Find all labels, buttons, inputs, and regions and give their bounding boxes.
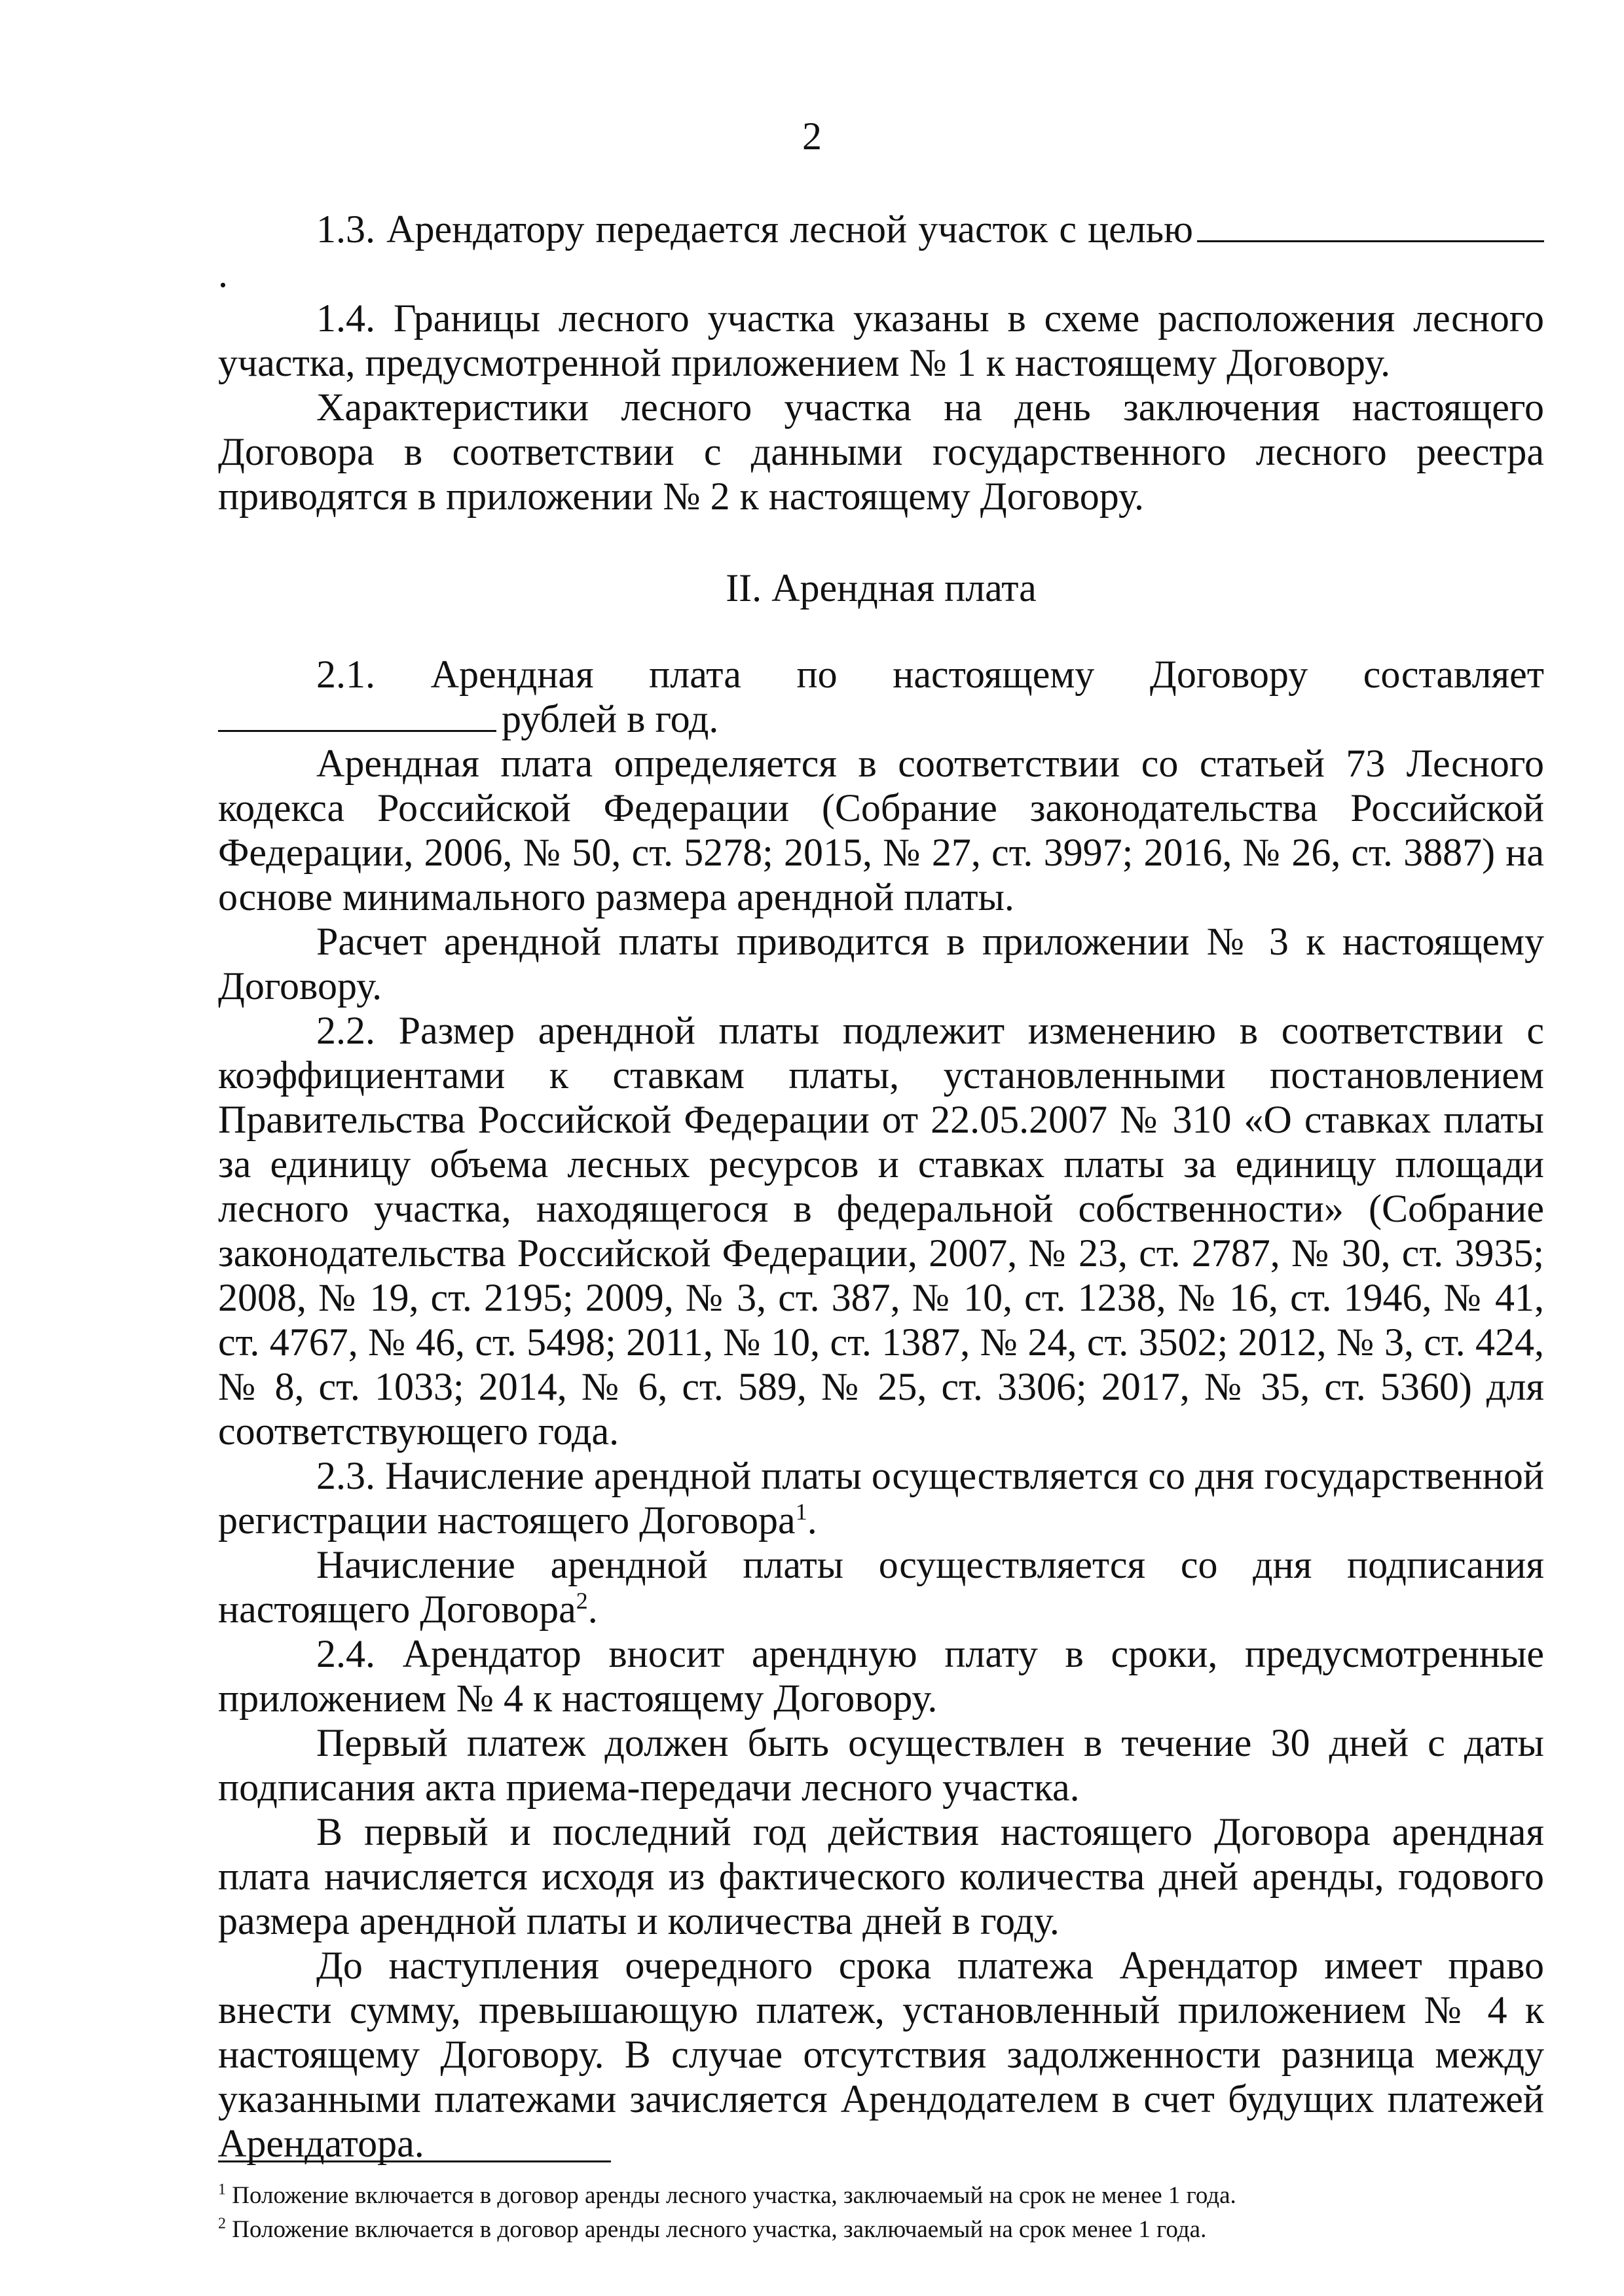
section-2-title: II. Арендная плата [726, 566, 1037, 610]
accrual-sign-paragraph [218, 1542, 1544, 1631]
footnote-ref-1: 1 [795, 1499, 807, 1525]
clause-2-4: 2.4. Арендатор вносит арендную плату в сроки, предусмотренные приложением № 4 к настоящему Договору. [218, 1632, 1544, 1720]
clause-2-1-line-1: 2.1. Арендная плата по настоящему Договору составляет [316, 653, 1544, 696]
clause-2-3 [218, 1453, 1544, 1542]
rent-calculation-paragraph: Расчет арендной платы приводится в приложении № 3 к настоящему Договору. [218, 920, 1544, 1008]
first-payment-paragraph: Первый платеж должен быть осуществлен в течение 30 дней с даты подписания акта приема-передачи лесного участка. [218, 1721, 1544, 1809]
characteristics-paragraph: Характеристики лесного участка на день заключения настоящего Договора в соответствии с данными государственного лесного реестра приводятся в приложении № 2 к настоящему Договору. [218, 386, 1544, 518]
footnote-1 [218, 2179, 1544, 2213]
clause-2-2: 2.2. Размер арендной платы подлежит изменению в соответствии с коэффициентами к ставкам платы, установленными постановлением Правительства Российской Федерации от 22.05.2007 № 310 «О ставках платы за единицу объема лесных ресурсов и ставках платы за единицу площади лесного участка, находящегося в федеральной собственности» (Собрание законодательства Российской Федерации, 2007, № 23, ст. 2787, № 30, ст. 3935; 2008, № 19, ст. 2195; 2009, № 3, ст. 387, № 10, ст. 1238, № 16, ст. 1946, № 41, ст. 4767, № 46, ст. 5498; 2011, № 10, ст. 1387, № 24, ст. 3502; 2012, № 3, ст. 424, № 8, ст. 1033; 2014, № 6, ст. 589, № 25, ст. 3306; 2017, № 35, ст. 5360) для соответствующего года. [218, 1009, 1544, 1453]
document-body [218, 207, 1544, 2166]
clause-2-3-end: . [807, 1499, 817, 1542]
footnote-ref-2: 2 [576, 1588, 588, 1614]
clause-2-1-line-2-text: рублей в год. [502, 697, 719, 740]
clause-2-1-line-2 [218, 697, 1544, 741]
rent-defined-paragraph: Арендная плата определяется в соответствии со статьей 73 Лесного кодекса Российской Федерации (Собрание законодательства Российской Федерации, 2006, № 50, ст. 5278; 2015, № 27, ст. 3997; 2016, № 26, ст. 3887) на основе минимального размера арендной платы. [218, 742, 1544, 919]
clause-1-3 [218, 207, 1544, 296]
first-last-year-paragraph: В первый и последний год действия настоящего Договора арендная плата начисляется исходя из фактического количества дней аренды, годового размера арендной платы и количества дней в году. [218, 1810, 1544, 1942]
footnote-separator [218, 2160, 611, 2162]
footnote-2-mark: 2 [218, 2215, 226, 2232]
rent-amount-blank-field [218, 729, 496, 732]
clause-1-4: 1.4. Границы лесного участка указаны в схеме расположения лесного участка, предусмотренной приложением № 1 к настоящему Договору. [218, 297, 1544, 384]
page-number: 2 [802, 115, 822, 158]
footnote-1-text: Положение включается в договор аренды лесного участка, заключаемый на срок не менее 1 года. [232, 2182, 1236, 2209]
accrual-sign-text: Начисление арендной платы осуществляется со дня подписания настоящего Договора [218, 1543, 1544, 1631]
clause-1-3-text: 1.3. Арендатору передается лесной участок с целью [316, 208, 1193, 251]
clause-1-3-end: . [218, 252, 228, 295]
footnotes [218, 2179, 1544, 2247]
prepayment-paragraph: До наступления очередного срока платежа Арендатор имеет право внести сумму, превышающую платеж, установленный приложением № 4 к настоящему Договору. В случае отсутствия задолженности разница между указанными платежами зачисляется Арендодателем в счет будущих платежей Арендатора. [218, 1944, 1544, 2165]
clause-2-3-text: 2.3. Начисление арендной платы осуществляется со дня государственной регистрации настоящего Договора [218, 1454, 1544, 1542]
footnote-1-mark: 1 [218, 2181, 226, 2198]
footnote-2 [218, 2213, 1544, 2247]
footnote-2-text: Положение включается в договор аренды лесного участка, заключаемый на срок менее 1 года. [232, 2216, 1207, 2243]
purpose-blank-field [1197, 240, 1544, 242]
accrual-sign-end: . [587, 1588, 598, 1631]
